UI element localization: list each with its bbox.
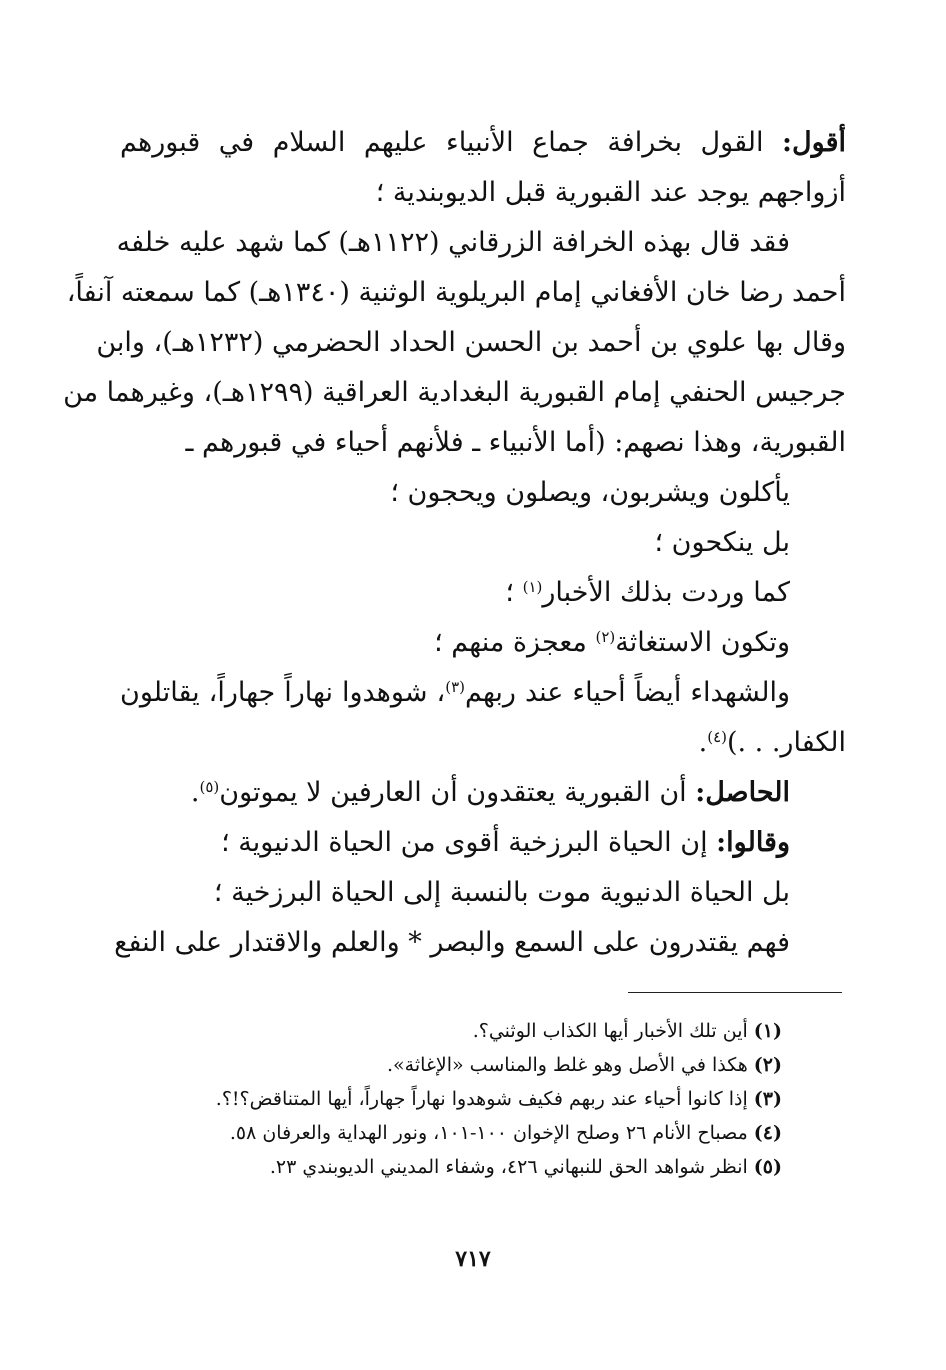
footnote-ref: (٢) bbox=[595, 628, 616, 646]
footnote-text: إذا كانوا أحياء عند ربهم فكيف شوهدوا نهاراً جهاراً، أيها المتناقض؟!؟. bbox=[215, 1088, 748, 1110]
footnotes bbox=[120, 1014, 782, 1184]
main-text bbox=[63, 118, 846, 968]
footnote-text: انظر شواهد الحق للنبهاني ٤٢٦، وشفاء المديني الديوبندي ٢٣. bbox=[269, 1156, 748, 1178]
text-span: كما وردت بذلك الأخبار bbox=[542, 577, 790, 608]
paragraph-lead: الحاصل: bbox=[695, 777, 790, 808]
text-line: وقال بها علوي بن أحمد بن الحسن الحداد الحضرمي (١٢٣٢هـ)، وابن bbox=[96, 327, 846, 358]
footnote bbox=[120, 1082, 782, 1116]
footnote-number: (٢) bbox=[753, 1054, 782, 1076]
text-line: جرجيس الحنفي إمام القبورية البغدادية العراقية (١٢٩٩هـ)، وغيرهما من bbox=[63, 377, 846, 408]
text-span: ، شوهدوا نهاراً جهاراً، يقاتلون bbox=[120, 677, 446, 708]
footnote-number: (٤) bbox=[753, 1122, 782, 1144]
footnote bbox=[120, 1014, 782, 1048]
quote-line: يأكلون ويشربون، ويصلون ويحجون ؛ bbox=[390, 477, 790, 508]
footnote-number: (١) bbox=[753, 1020, 782, 1042]
text-span: . bbox=[190, 777, 200, 808]
text-line bbox=[120, 818, 846, 868]
quote-line bbox=[120, 568, 846, 618]
footnote-divider bbox=[628, 992, 842, 993]
quote-line bbox=[120, 618, 846, 668]
text-span: . bbox=[698, 727, 708, 758]
footnote-number: (٥) bbox=[753, 1156, 782, 1178]
paragraph-lead: وقالوا: bbox=[716, 827, 790, 858]
quote-line: بل ينكحون ؛ bbox=[654, 527, 790, 558]
text-line: فهم يقتدرون على السمع والبصر * والعلم والاقتدار على النفع bbox=[114, 927, 790, 958]
text-span: إن الحياة البرزخية أقوى من الحياة الدنيوية ؛ bbox=[221, 827, 717, 858]
text-line: أحمد رضا خان الأفغاني إمام البريلوية الوثنية (١٣٤٠هـ) كما سمعته آنفاً، bbox=[66, 277, 846, 308]
text-line bbox=[120, 118, 846, 168]
text-line: أزواجهم يوجد عند القبورية قبل الديوبندية ؛ bbox=[375, 177, 846, 208]
footnote-text: هكذا في الأصل وهو غلط والمناسب «الإغاثة». bbox=[387, 1054, 748, 1076]
footnote-ref: (٣) bbox=[445, 678, 465, 696]
quote-line bbox=[120, 668, 846, 718]
text-span: القول بخرافة جماع الأنبياء عليهم السلام في قبورهم bbox=[120, 127, 783, 158]
page-number: ٧١٧ bbox=[455, 1246, 491, 1272]
footnote-ref: (٥) bbox=[199, 778, 220, 796]
text-span: أن القبورية يعتقدون أن العارفين لا يموتون bbox=[219, 777, 696, 808]
footnote bbox=[120, 1048, 782, 1082]
text-span: الكفار. . .) bbox=[726, 727, 846, 758]
footnote-text: مصباح الأنام ٢٦ وصلح الإخوان ١٠٠-١٠١، ونور الهداية والعرفان ٥٨. bbox=[229, 1122, 748, 1144]
quote-line bbox=[120, 718, 846, 768]
text-span: والشهداء أيضاً أحياء عند ربهم bbox=[465, 677, 790, 708]
footnote-ref: (١) bbox=[522, 578, 543, 596]
text-line bbox=[120, 768, 846, 818]
footnote bbox=[120, 1150, 782, 1184]
text-span: ؛ bbox=[505, 577, 523, 608]
text-line: فقد قال بهذه الخرافة الزرقاني (١١٢٢هـ) كما شهد عليه خلفه bbox=[116, 227, 790, 258]
text-line: القبورية، وهذا نصهم: (أما الأنبياء ـ فلأنهم أحياء في قبورهم ـ bbox=[185, 427, 846, 458]
footnote-number: (٣) bbox=[753, 1088, 782, 1110]
text-span: وتكون الاستغاثة bbox=[615, 627, 790, 658]
text-span: معجزة منهم ؛ bbox=[434, 627, 596, 658]
footnote bbox=[120, 1116, 782, 1150]
footnote-ref: (٤) bbox=[707, 728, 727, 746]
footnote-text: أين تلك الأخبار أيها الكذاب الوثني؟. bbox=[472, 1020, 748, 1042]
text-line: بل الحياة الدنيوية موت بالنسبة إلى الحياة البرزخية ؛ bbox=[213, 877, 790, 908]
paragraph-lead: أقول: bbox=[782, 127, 846, 158]
